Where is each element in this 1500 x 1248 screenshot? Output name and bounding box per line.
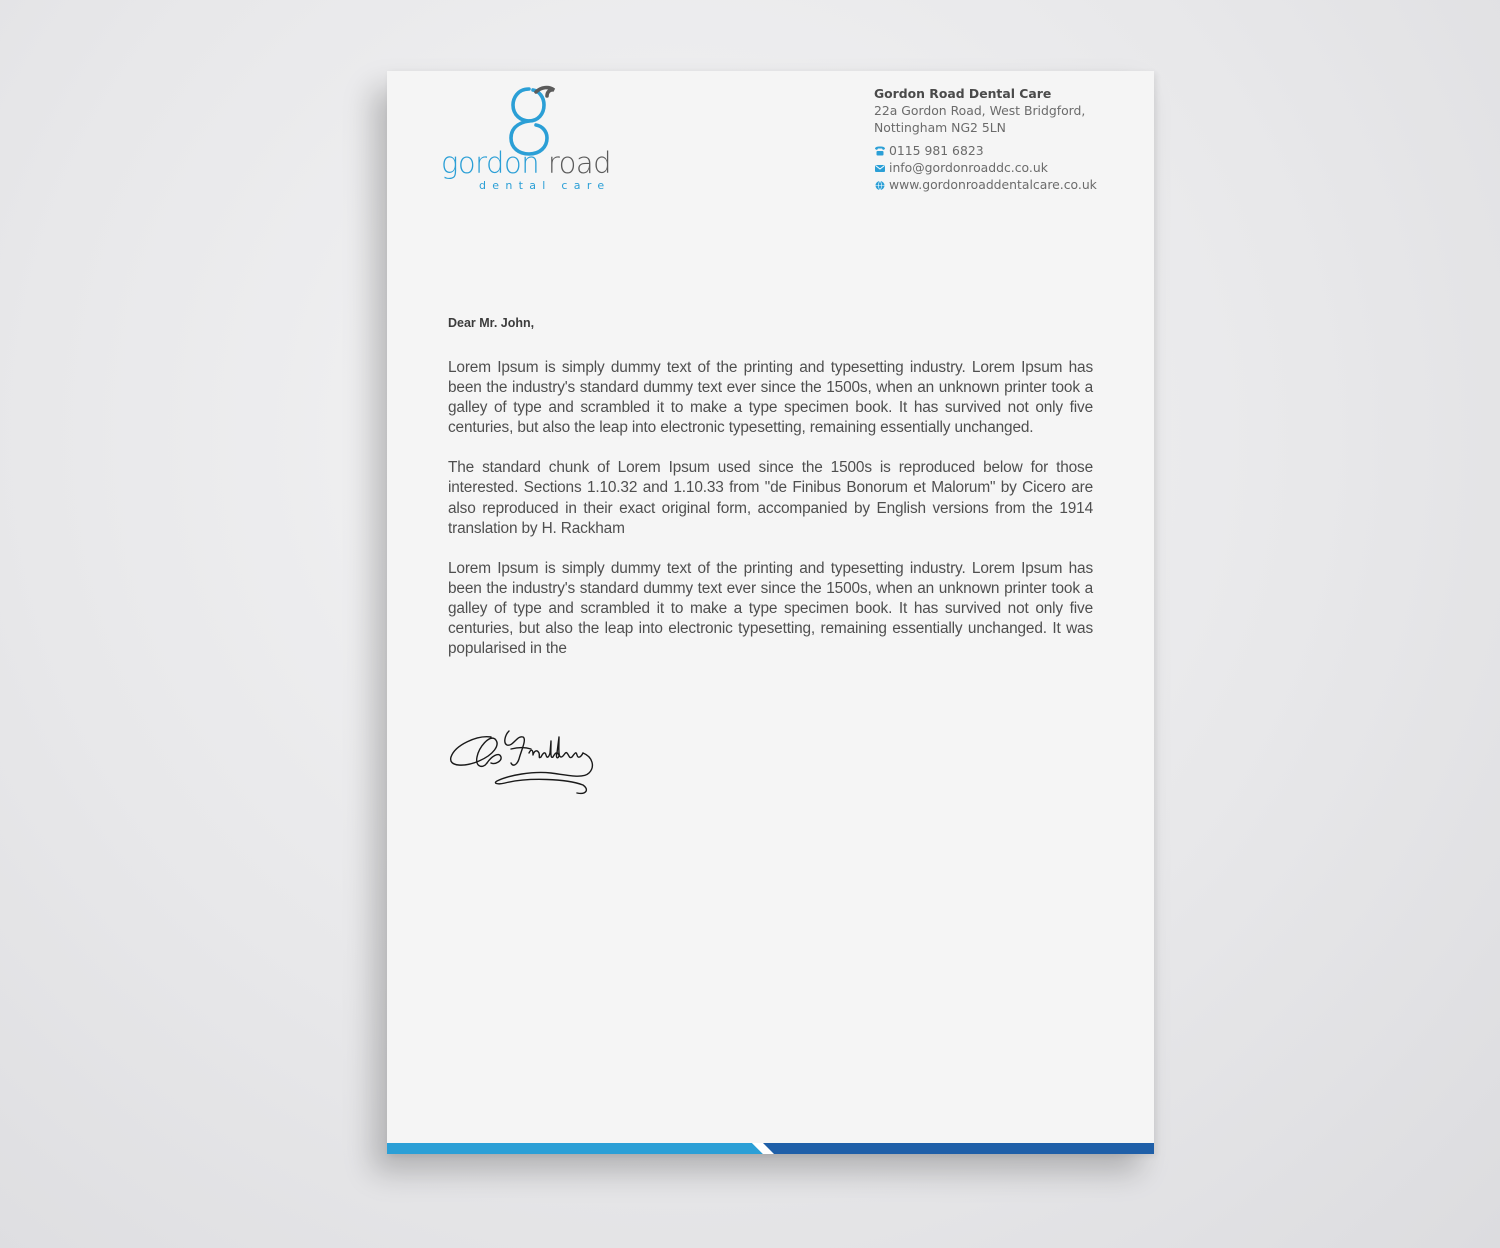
logo xyxy=(441,85,631,195)
phone-row xyxy=(874,142,1134,159)
phone-icon xyxy=(874,145,886,157)
paragraph-1: Lorem Ipsum is simply dummy text of the printing and typesetting industry. Lorem Ipsum has been the industry's standard dummy text ever since the 1500s, when an unknown printer took a galley of type and scrambled it to make a type specimen book. It has survived not only five centuries, but also the leap into electronic typesetting, remaining essentially unchanged. xyxy=(448,359,1093,437)
website-row xyxy=(874,176,1134,193)
company-name: Gordon Road Dental Care xyxy=(874,86,1052,101)
paragraph-2: The standard chunk of Lorem Ipsum used since the 1500s is reproduced below for those interested. Sections 1.10.32 and 1.10.33 from "de Finibus Bonorum et Malorum" by Cicero are also reproduced in their exact original form, accompanied by English versions from the 1914 translation by H. Rackham xyxy=(448,459,1093,537)
paragraph-3: Lorem Ipsum is simply dummy text of the printing and typesetting industry. Lorem Ipsum has been the industry's standard dummy text ever since the 1500s, when an unknown printer took a galley of type and scrambled it to make a type specimen book. It has survived not only five centuries, but also the leap into electronic typesetting, remaining essentially unchanged. It was popularised in the xyxy=(448,559,1093,658)
footer-color-bar xyxy=(387,1143,1154,1154)
logo-word-primary: gordon xyxy=(441,146,540,180)
website-url: www.gordonroaddentalcare.co.uk xyxy=(889,177,1097,192)
signature xyxy=(447,723,597,803)
email-address: info@gordonroaddc.co.uk xyxy=(889,160,1048,175)
address-line-2: Nottingham NG2 5LN xyxy=(874,120,1006,135)
letter-body xyxy=(448,316,1093,679)
logo-wordmark xyxy=(441,146,612,180)
address-line-1: 22a Gordon Road, West Bridgford, xyxy=(874,103,1086,118)
letterhead-page xyxy=(387,71,1154,1154)
salutation: Dear Mr. John, xyxy=(448,316,535,330)
logo-tagline: dental care xyxy=(479,179,611,192)
globe-icon xyxy=(874,179,886,191)
phone-number: 0115 981 6823 xyxy=(889,143,984,158)
contact-block xyxy=(874,85,1134,193)
envelope-icon xyxy=(874,162,886,174)
logo-word-secondary: road xyxy=(547,146,612,180)
email-row xyxy=(874,159,1134,176)
